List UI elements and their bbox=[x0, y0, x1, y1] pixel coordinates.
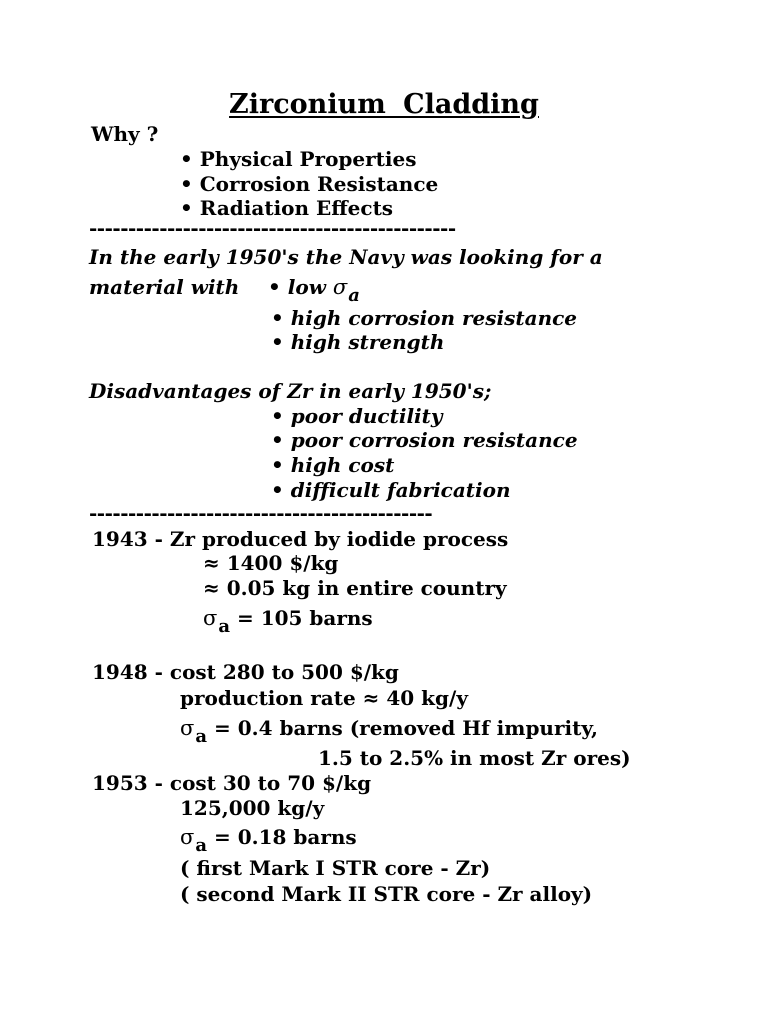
sigma-subscript: a bbox=[195, 726, 208, 747]
navy-item: • high strength bbox=[271, 330, 445, 354]
bullet: • bbox=[268, 275, 281, 299]
year-1948-rate: production rate ≈ 40 kg/y bbox=[180, 686, 468, 710]
sigma-value: = 105 barns bbox=[230, 606, 373, 630]
disadvantage-item: • poor corrosion resistance bbox=[271, 428, 578, 452]
sigma-value: = 0.4 barns (removed Hf impurity, bbox=[207, 716, 599, 740]
sigma-symbol: σ bbox=[180, 716, 195, 740]
sigma-symbol: σ bbox=[180, 825, 195, 849]
low-label: low bbox=[287, 275, 326, 299]
navy-intro-line: In the early 1950's the Navy was looking for a bbox=[89, 245, 603, 269]
sigma-subscript: a bbox=[195, 835, 208, 856]
year-1953-cross-section bbox=[180, 825, 357, 856]
year-1953-rate: 125,000 kg/y bbox=[180, 796, 325, 820]
year-1948-line: 1948 - cost 280 to 500 $/kg bbox=[92, 660, 399, 684]
year-1943-cost: ≈ 1400 $/kg bbox=[203, 551, 339, 575]
navy-item: • high corrosion resistance bbox=[271, 306, 578, 330]
why-item: • Corrosion Resistance bbox=[180, 172, 439, 196]
why-label: Why ? bbox=[91, 122, 159, 146]
divider: -------------------------------------------- bbox=[89, 501, 433, 525]
year-1953-core-2: ( second Mark II STR core - Zr alloy) bbox=[180, 882, 593, 906]
year-1948-note: 1.5 to 2.5% in most Zr ores) bbox=[318, 746, 631, 770]
year-1943-cross-section bbox=[203, 606, 373, 637]
navy-intro-prefix: material with bbox=[89, 275, 240, 299]
disadvantage-item: • high cost bbox=[271, 453, 395, 477]
disadvantages-heading: Disadvantages of Zr in early 1950's; bbox=[89, 379, 492, 403]
disadvantage-item: • difficult fabrication bbox=[271, 478, 511, 502]
divider: ----------------------------------------------- bbox=[89, 216, 456, 240]
page-title: Zirconium Cladding bbox=[229, 89, 539, 120]
sigma-subscript: a bbox=[218, 616, 231, 637]
year-1943-line: 1943 - Zr produced by iodide process bbox=[92, 527, 509, 551]
navy-item-low-sigma bbox=[268, 275, 360, 306]
sigma-subscript: a bbox=[348, 285, 360, 306]
year-1953-core-1: ( first Mark I STR core - Zr) bbox=[180, 856, 491, 880]
sigma-symbol: σ bbox=[332, 275, 348, 299]
year-1943-amount: ≈ 0.05 kg in entire country bbox=[203, 576, 507, 600]
year-1953-line: 1953 - cost 30 to 70 $/kg bbox=[92, 771, 372, 795]
disadvantage-item: • poor ductility bbox=[271, 404, 443, 428]
year-1948-cross-section bbox=[180, 716, 599, 747]
sigma-value: = 0.18 barns bbox=[207, 825, 357, 849]
why-item: • Radiation Effects bbox=[180, 196, 394, 220]
sigma-symbol: σ bbox=[203, 606, 218, 630]
why-item: • Physical Properties bbox=[180, 147, 417, 171]
